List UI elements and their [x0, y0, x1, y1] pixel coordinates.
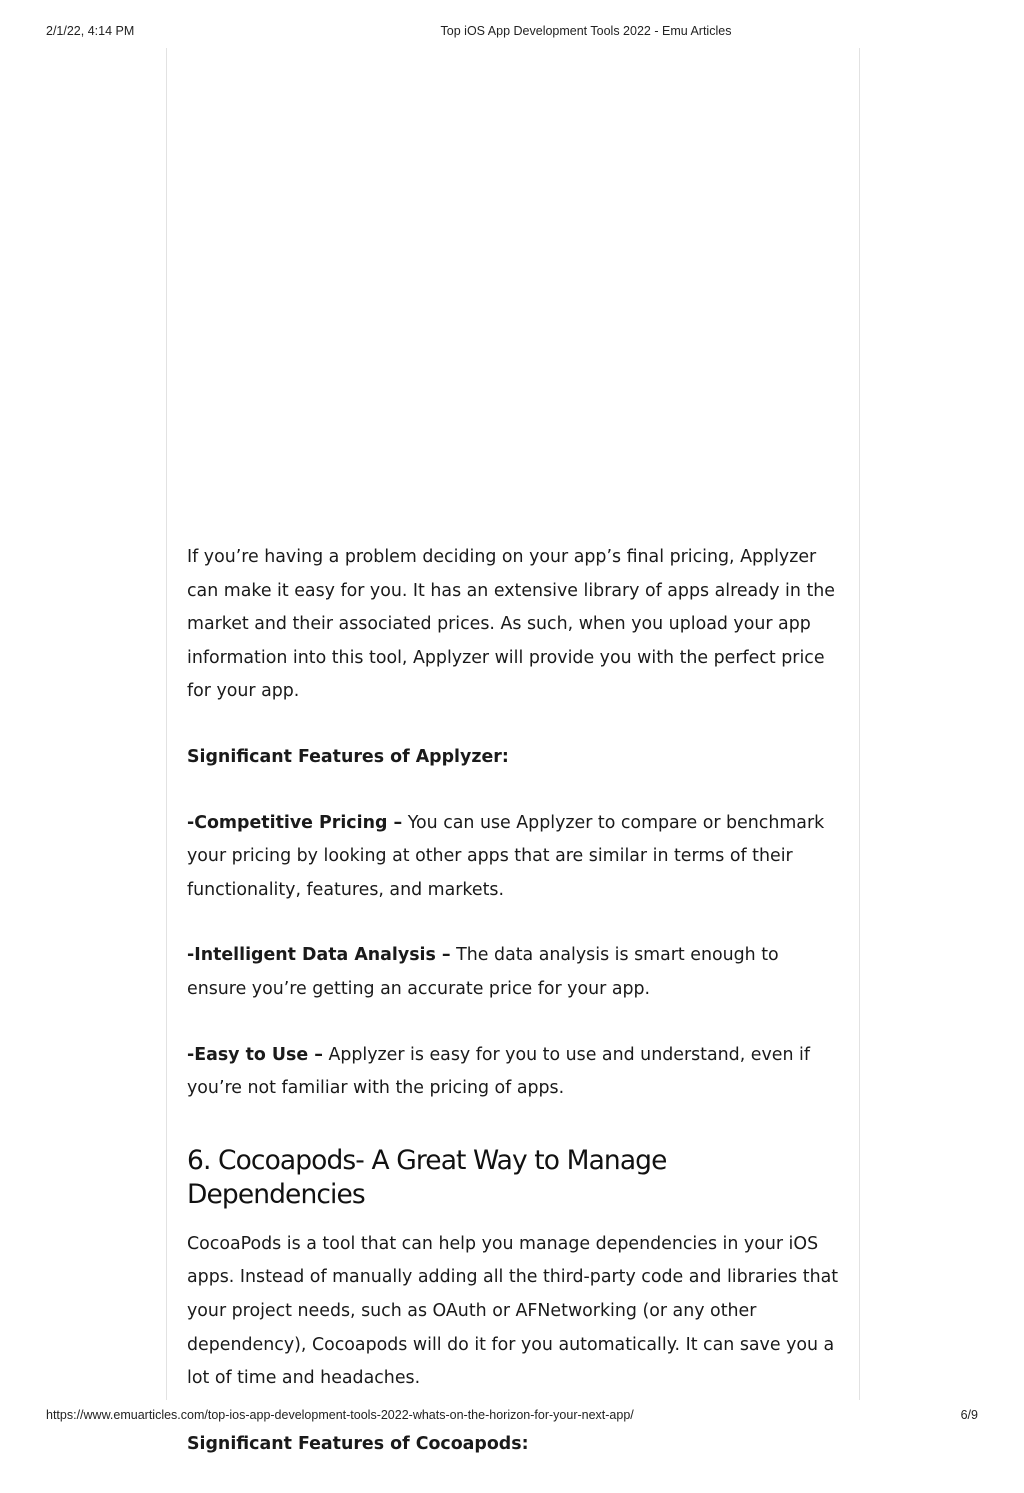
- feature-item-intelligent-data-analysis: [187, 939, 843, 1006]
- article-body: [187, 541, 843, 1493]
- feature-item-competitive-pricing: [187, 807, 843, 908]
- applyzer-intro-paragraph: If you’re having a problem deciding on your app’s final pricing, Applyzer can make it easy for you. It has an extensive library of apps already in the market and their associated prices. As such, when you upload your app information into this tool, Applyzer will provide you with the perfect price for your app.: [187, 547, 835, 702]
- cocoapods-intro-paragraph: CocoaPods is a tool that can help you manage dependencies in your iOS apps. Instead of manually adding all the third-party code and libraries that your project needs, such as OAuth or AFNetworking (or any other dependency), Cocoapods will do it for you automatically. It can save you a lot of time and headaches.: [187, 1233, 839, 1389]
- feature-text: You can use Applyzer to compare or benchmark your pricing by looking at other apps that are similar in terms of their functionality, features, and markets.: [187, 812, 825, 900]
- feature-title: -Competitive Pricing –: [187, 812, 403, 833]
- print-datetime: 2/1/22, 4:14 PM: [46, 24, 135, 38]
- feature-text: Applyzer is easy for you to use and understand, even if you’re not familiar with the pricing of apps.: [187, 1044, 810, 1099]
- cocoapods-features-heading: Significant Features of Cocoapods:: [187, 1433, 529, 1454]
- print-page-title: Top iOS App Development Tools 2022 - Emu Articles: [440, 24, 732, 38]
- applyzer-features-heading: Significant Features of Applyzer:: [187, 746, 509, 767]
- feature-item-easy-to-use: [187, 1039, 843, 1106]
- print-header: [0, 24, 1024, 44]
- blank-ad-space: [167, 48, 859, 528]
- print-page-number: 6/9: [960, 1408, 978, 1422]
- feature-title: -Easy to Use –: [187, 1044, 323, 1065]
- cocoapods-section-heading: 6. Cocoapods- A Great Way to Manage Dependencies: [187, 1144, 667, 1210]
- feature-text: The data analysis is smart enough to ensure you’re getting an accurate price for your app.: [187, 945, 779, 999]
- print-footer: [0, 1408, 1024, 1428]
- print-url: https://www.emuarticles.com/top-ios-app-development-tools-2022-whats-on-the-horizon-for-your-next-app/: [46, 1408, 634, 1422]
- feature-title: -Intelligent Data Analysis –: [187, 945, 451, 966]
